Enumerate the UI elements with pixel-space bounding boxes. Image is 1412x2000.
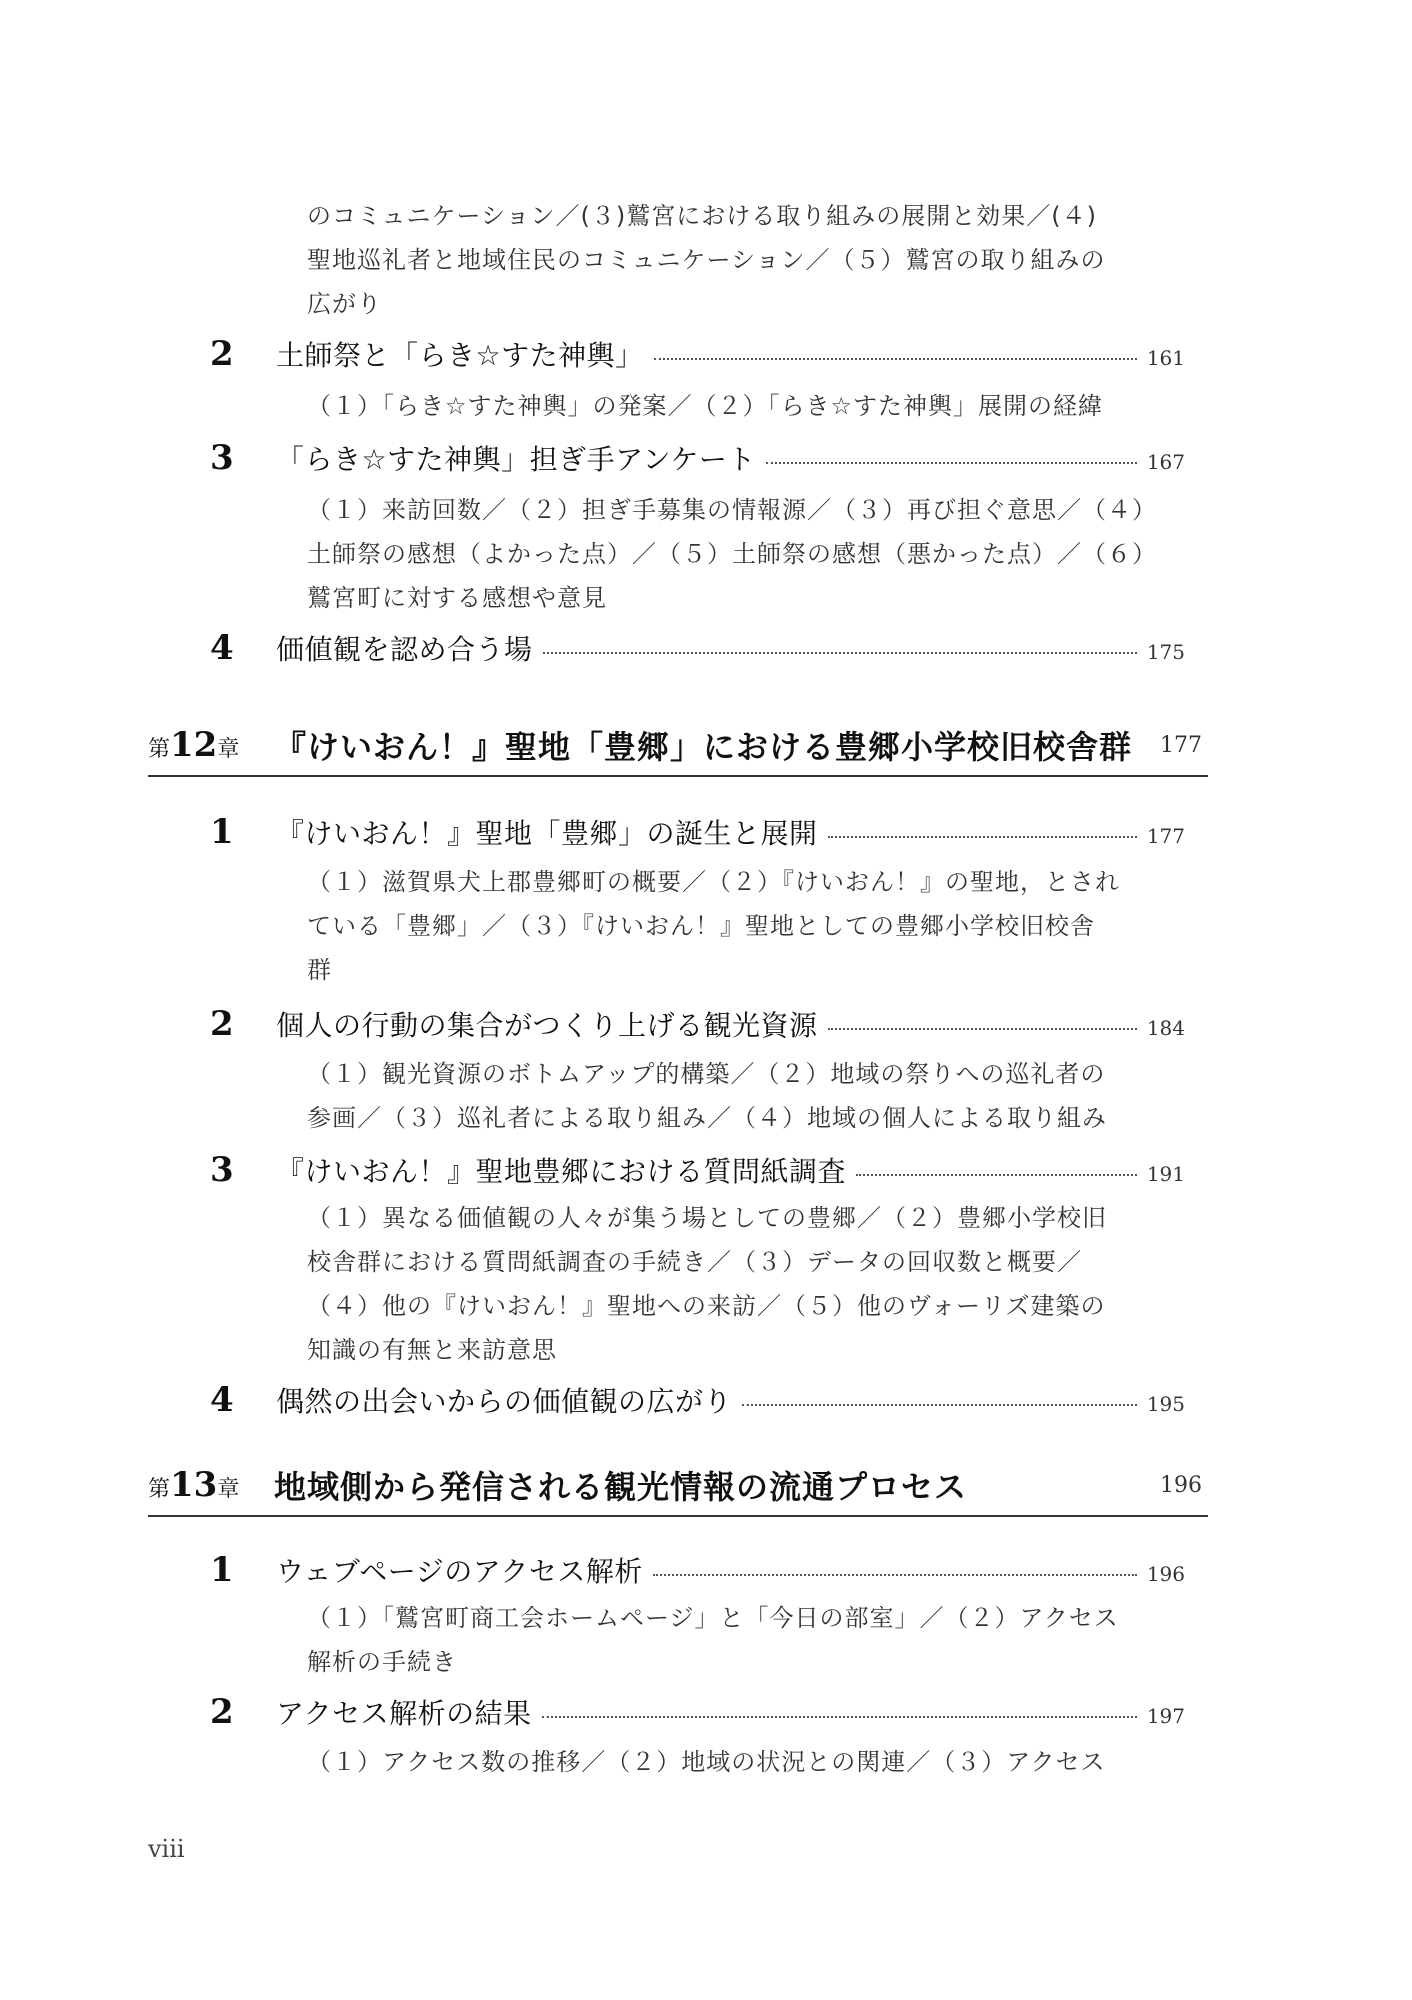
- page-number: 161: [1146, 346, 1185, 370]
- toc-subsection-line: 参画／（３）巡礼者による取り組み／（４）地域の個人による取り組み: [307, 1104, 1107, 1132]
- toc-section[interactable]: [210, 434, 1185, 482]
- toc-subsection-line: 解析の手続き: [307, 1648, 457, 1676]
- toc-section[interactable]: [210, 1546, 1185, 1594]
- page-number: 175: [1146, 640, 1185, 664]
- toc-subsection-line: （１）滋賀県犬上郡豊郷町の概要／（２）『けいおん！』の聖地，とされ: [307, 868, 1120, 896]
- page-number: 184: [1146, 1016, 1185, 1040]
- dot-leader: [856, 1174, 1137, 1176]
- page-number: 196: [1146, 1562, 1185, 1586]
- page-number: 191: [1146, 1162, 1185, 1186]
- toc-section[interactable]: [210, 808, 1185, 856]
- toc-subsection-line: 聖地巡礼者と地域住民のコミュニケーション／（５）鷲宮の取り組みの: [307, 246, 1106, 274]
- toc-subsection-line: 群: [307, 956, 332, 984]
- chapter-page-number: 196: [1160, 1472, 1202, 1498]
- dot-leader: [653, 1574, 1137, 1576]
- section-number: 3: [210, 1150, 234, 1190]
- section-number: 1: [210, 1550, 234, 1590]
- dot-leader: [543, 652, 1137, 654]
- dot-leader: [542, 1716, 1137, 1718]
- toc-subsection-line: （４）他の『けいおん！』聖地への来訪／（５）他のヴォーリズ建築の: [307, 1292, 1106, 1320]
- section-number: 2: [210, 334, 234, 374]
- section-number: 4: [210, 1380, 234, 1420]
- page-number: 195: [1146, 1392, 1185, 1416]
- section-title: 偶然の出会いからの価値観の広がり: [276, 1385, 733, 1418]
- dot-leader: [828, 1028, 1137, 1030]
- toc-subsection-line: （１）来訪回数／（２）担ぎ手募集の情報源／（３）再び担ぐ意思／（４）: [307, 496, 1157, 524]
- toc-section[interactable]: [210, 1376, 1185, 1424]
- chapter-number: 12: [170, 725, 218, 765]
- toc-subsection-line: 鷲宮町に対する感想や意見: [307, 584, 607, 612]
- toc-section[interactable]: [210, 624, 1185, 672]
- toc-section[interactable]: [210, 330, 1185, 378]
- page-number: 177: [1146, 824, 1185, 848]
- toc-subsection-line: （１）「らき☆すた神輿」の発案／（２）「らき☆すた神輿」展開の経緯: [307, 392, 1104, 420]
- toc-section[interactable]: [210, 1688, 1185, 1736]
- section-number: 2: [210, 1004, 234, 1044]
- section-number: 3: [210, 438, 234, 478]
- toc-subsection-line: （１）アクセス数の推移／（２）地域の状況との関連／（３）アクセス: [307, 1748, 1106, 1776]
- chapter-title: 『けいおん！』聖地「豊郷」における豊郷小学校旧校舎群: [274, 728, 1133, 766]
- section-title: 土師祭と「らき☆すた神輿」: [276, 339, 644, 372]
- chapter-number: 13: [170, 1465, 218, 1505]
- chapter-heading[interactable]: [148, 715, 1208, 777]
- toc-subsection-line: 校舎群における質問紙調査の手続き／（３）データの回収数と概要／: [307, 1248, 1082, 1276]
- page-number: 167: [1146, 450, 1185, 474]
- section-number: 1: [210, 812, 234, 852]
- toc-subsection-line: ている「豊郷」／（３）『けいおん！』聖地としての豊郷小学校旧校舎: [307, 912, 1095, 940]
- chapter-label-suffix: 章: [217, 737, 240, 762]
- dot-leader: [766, 462, 1137, 464]
- toc-subsection-line: 知識の有無と来訪意思: [307, 1336, 557, 1364]
- page-folio: viii: [148, 1835, 185, 1863]
- section-title: 「らき☆すた神輿」担ぎ手アンケート: [276, 443, 756, 476]
- section-title: アクセス解析の結果: [276, 1697, 532, 1730]
- dot-leader: [828, 836, 1137, 838]
- toc-section[interactable]: [210, 1000, 1185, 1048]
- chapter-label: [148, 725, 274, 765]
- section-number: 2: [210, 1692, 234, 1732]
- toc-subsection-line: （１）観光資源のボトムアップ的構築／（２）地域の祭りへの巡礼者の: [307, 1060, 1106, 1088]
- section-title: 『けいおん！』聖地豊郷における質問紙調査: [276, 1155, 847, 1188]
- section-title: 個人の行動の集合がつくり上げる観光資源: [276, 1009, 818, 1042]
- chapter-label: [148, 1465, 274, 1505]
- chapter-title: 地域側から発信される観光情報の流通プロセス: [274, 1468, 968, 1506]
- toc-subsection-line: （１）異なる価値観の人々が集う場としての豊郷／（２）豊郷小学校旧: [307, 1204, 1107, 1232]
- toc-subsection-line: 土師祭の感想（よかった点）／（５）土師祭の感想（悪かった点）／（６）: [307, 540, 1157, 568]
- toc-subsection-line: 広がり: [307, 290, 382, 318]
- chapter-heading[interactable]: [148, 1455, 1208, 1517]
- chapter-page-number: 177: [1160, 732, 1202, 758]
- section-title: 価値観を認め合う場: [276, 633, 533, 666]
- section-title: 『けいおん！』聖地「豊郷」の誕生と展開: [276, 817, 818, 850]
- dot-leader: [742, 1404, 1137, 1406]
- section-title: ウェブページのアクセス解析: [276, 1555, 643, 1588]
- toc-section[interactable]: [210, 1146, 1185, 1194]
- dot-leader: [654, 358, 1137, 360]
- toc-subsection-line: のコミュニケーション／(３)鷲宮における取り組みの展開と効果／(４): [307, 202, 1098, 230]
- chapter-label-prefix: 第: [148, 1477, 171, 1502]
- page-number: 197: [1146, 1704, 1185, 1728]
- chapter-label-prefix: 第: [148, 737, 171, 762]
- toc-subsection-line: （１）「鷲宮町商工会ホームページ」と「今日の部室」／（２）アクセス: [307, 1604, 1119, 1632]
- chapter-label-suffix: 章: [217, 1477, 240, 1502]
- section-number: 4: [210, 628, 234, 668]
